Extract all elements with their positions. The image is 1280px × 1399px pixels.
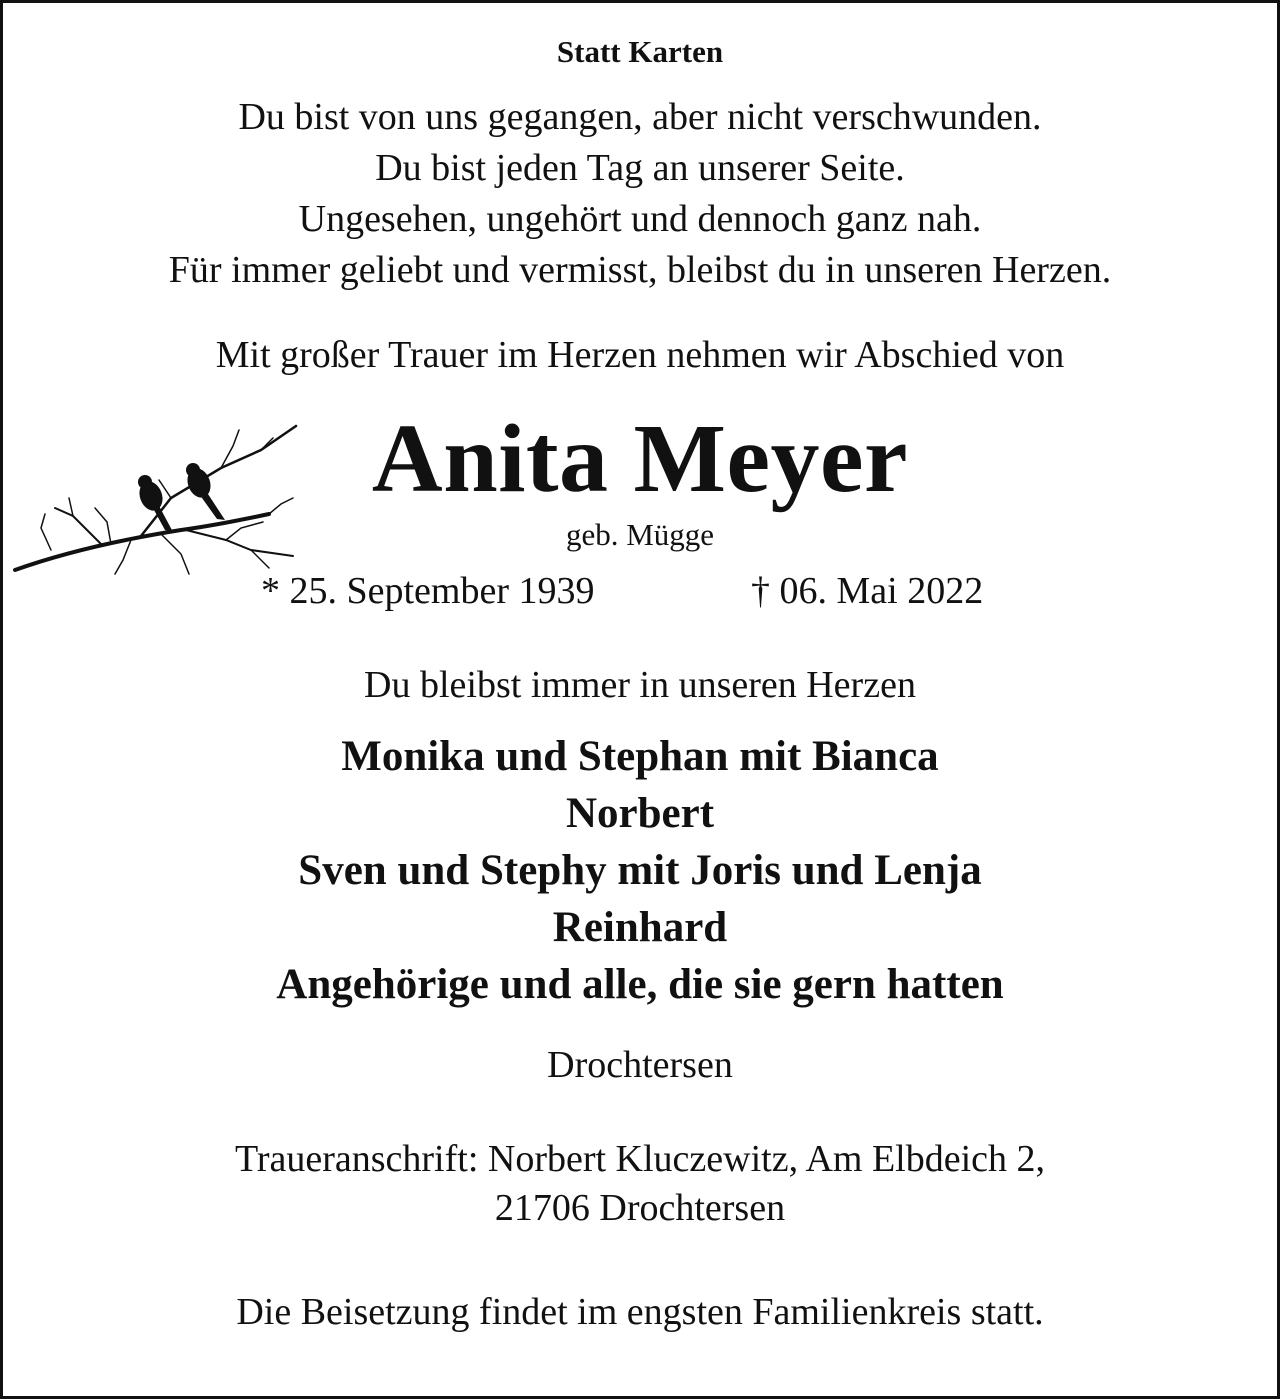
- deceased-name: Anita Meyer: [371, 405, 909, 513]
- address-line: 21706 Drochtersen: [494, 1187, 786, 1229]
- intro-text: Mit großer Trauer im Herzen nehmen wir Abschied von: [215, 334, 1065, 376]
- mourner-line: Monika und Stephan mit Bianca: [341, 733, 939, 780]
- poem-line: Du bist von uns gegangen, aber nicht verschwunden.: [238, 96, 1042, 138]
- burial-notice: Die Beisetzung findet im engsten Familienkreis statt.: [236, 1291, 1044, 1333]
- poem-line: Für immer geliebt und vermisst, bleibst du in unseren Herzen.: [168, 249, 1112, 291]
- poem-line: Du bist jeden Tag an unserer Seite.: [375, 147, 905, 189]
- maiden-name: geb. Mügge: [565, 517, 715, 552]
- mourner-line: Sven und Stephy mit Joris und Lenja: [298, 847, 982, 894]
- address-line: Traueranschrift: Norbert Kluczewitz, Am Elbdeich 2,: [234, 1138, 1046, 1180]
- mourner-line: Norbert: [565, 790, 715, 837]
- header-statt-karten: Statt Karten: [556, 34, 724, 69]
- death-date: † 06. Mai 2022: [751, 570, 984, 612]
- place-text: Drochtersen: [547, 1044, 733, 1086]
- closing-text: Du bleibst immer in unseren Herzen: [364, 664, 916, 706]
- mourner-line: Reinhard: [552, 904, 728, 951]
- mourner-line: Angehörige und alle, die sie gern hatten: [276, 961, 1004, 1008]
- poem-line: Ungesehen, ungehört und dennoch ganz nah.: [298, 198, 982, 240]
- birth-date: * 25. September 1939: [261, 570, 595, 612]
